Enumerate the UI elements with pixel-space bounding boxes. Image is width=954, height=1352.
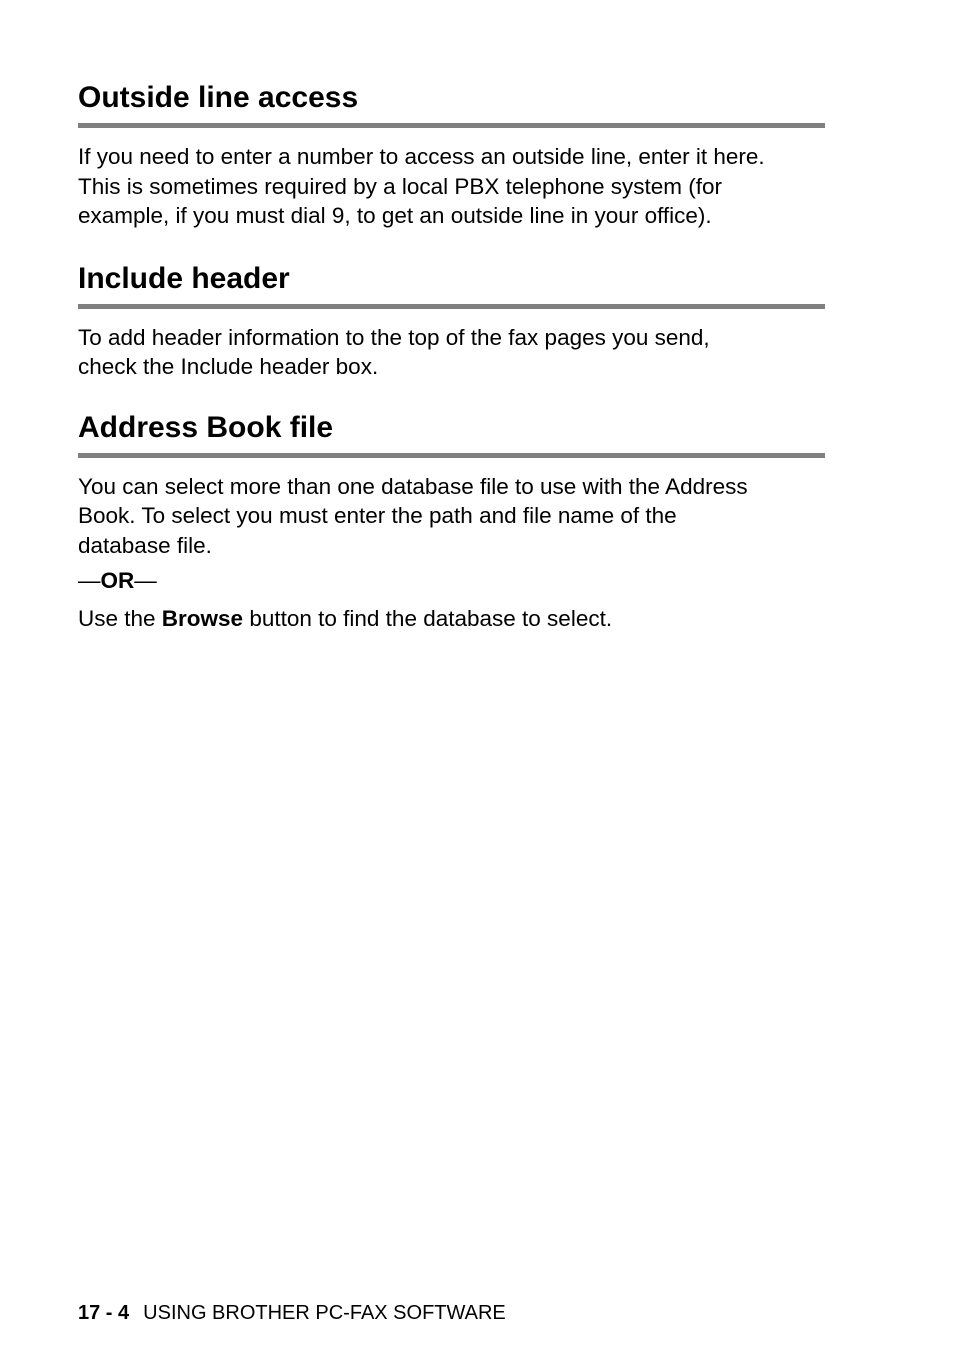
or-separator <box>78 566 826 596</box>
section-heading: Outside line access <box>78 81 359 114</box>
paragraph-line: You can select more than one database file to use with the Address <box>78 473 748 499</box>
section-address-book-file <box>78 408 826 634</box>
section-outside-line-access <box>78 78 826 231</box>
body-paragraph <box>78 142 826 231</box>
page-number: 17 - 4 <box>78 1302 130 1324</box>
paragraph-line: This is sometimes required by a local PBX telephone system (for <box>78 173 723 199</box>
heading-rule <box>78 123 825 128</box>
chapter-title: USING BROTHER PC-FAX SOFTWARE <box>143 1302 506 1324</box>
or-word: OR <box>100 568 135 593</box>
or-dash-right: — <box>134 568 157 593</box>
page-content <box>78 78 826 633</box>
browse-instruction <box>78 604 826 634</box>
section-heading: Address Book file <box>78 410 334 444</box>
section-include-header <box>78 259 826 382</box>
paragraph-line: database file. <box>78 532 212 558</box>
browse-text-after: button to find the database to select. <box>243 605 613 631</box>
paragraph-line: check the Include header box. <box>78 354 379 379</box>
section-heading: Include header <box>78 261 290 295</box>
browse-text-before: Use the <box>78 605 162 631</box>
browse-button-name: Browse <box>161 605 244 631</box>
paragraph-line: To add header information to the top of the fax pages you send, <box>78 324 710 350</box>
heading-rule <box>78 453 825 458</box>
paragraph-line: example, if you must dial 9, to get an outside line in your office). <box>78 203 712 228</box>
paragraph-line: Book. To select you must enter the path and file name of the <box>78 503 677 528</box>
or-dash-left: — <box>78 568 101 593</box>
page-footer <box>78 1301 506 1325</box>
body-paragraph <box>78 323 826 382</box>
body-paragraph <box>78 472 826 561</box>
paragraph-line: If you need to enter a number to access an outside line, enter it here. <box>78 144 765 169</box>
heading-rule <box>78 304 825 309</box>
